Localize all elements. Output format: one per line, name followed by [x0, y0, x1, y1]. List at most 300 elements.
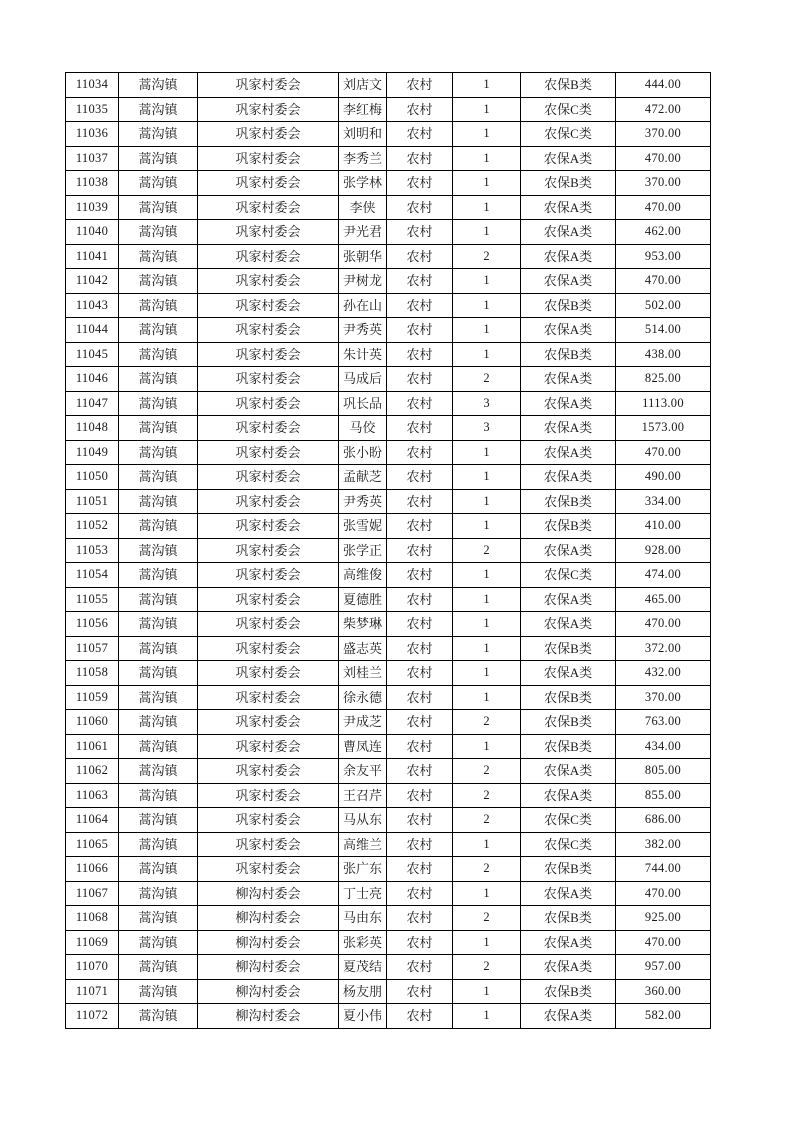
cell-household-type: 农村 [387, 342, 453, 367]
table-row [66, 636, 711, 661]
cell-town: 蒿沟镇 [119, 416, 198, 441]
cell-person-count: 2 [453, 759, 521, 784]
table-row [66, 440, 711, 465]
cell-person-name: 丁士亮 [339, 881, 387, 906]
cell-person-name: 张雪妮 [339, 514, 387, 539]
cell-serial-number: 11057 [66, 636, 119, 661]
cell-insurance-category: 农保B类 [521, 293, 616, 318]
cell-person-name: 夏小伟 [339, 1004, 387, 1029]
cell-household-type: 农村 [387, 538, 453, 563]
cell-amount: 470.00 [616, 146, 711, 171]
cell-household-type: 农村 [387, 146, 453, 171]
cell-household-type: 农村 [387, 220, 453, 245]
cell-village-committee: 巩家村委会 [198, 171, 339, 196]
table-row [66, 930, 711, 955]
cell-insurance-category: 农保A类 [521, 146, 616, 171]
cell-household-type: 农村 [387, 759, 453, 784]
cell-person-name: 张学林 [339, 171, 387, 196]
cell-insurance-category: 农保A类 [521, 538, 616, 563]
cell-amount: 470.00 [616, 881, 711, 906]
cell-person-count: 1 [453, 832, 521, 857]
cell-person-name: 张朝华 [339, 244, 387, 269]
cell-person-name: 盛志英 [339, 636, 387, 661]
cell-insurance-category: 农保A类 [521, 612, 616, 637]
cell-amount: 957.00 [616, 955, 711, 980]
table-row [66, 587, 711, 612]
cell-serial-number: 11069 [66, 930, 119, 955]
cell-amount: 925.00 [616, 906, 711, 931]
cell-person-name: 孙在山 [339, 293, 387, 318]
cell-amount: 470.00 [616, 930, 711, 955]
cell-insurance-category: 农保A类 [521, 391, 616, 416]
cell-village-committee: 巩家村委会 [198, 710, 339, 735]
cell-town: 蒿沟镇 [119, 440, 198, 465]
cell-town: 蒿沟镇 [119, 783, 198, 808]
cell-amount: 744.00 [616, 857, 711, 882]
cell-amount: 370.00 [616, 122, 711, 147]
cell-insurance-category: 农保B类 [521, 73, 616, 98]
table-row [66, 759, 711, 784]
cell-serial-number: 11051 [66, 489, 119, 514]
cell-village-committee: 柳沟村委会 [198, 906, 339, 931]
cell-serial-number: 11067 [66, 881, 119, 906]
cell-insurance-category: 农保C类 [521, 122, 616, 147]
cell-insurance-category: 农保B类 [521, 710, 616, 735]
cell-insurance-category: 农保B类 [521, 857, 616, 882]
cell-household-type: 农村 [387, 563, 453, 588]
cell-household-type: 农村 [387, 171, 453, 196]
cell-person-count: 1 [453, 661, 521, 686]
cell-serial-number: 11055 [66, 587, 119, 612]
cell-person-count: 1 [453, 97, 521, 122]
cell-serial-number: 11059 [66, 685, 119, 710]
cell-household-type: 农村 [387, 465, 453, 490]
cell-town: 蒿沟镇 [119, 906, 198, 931]
cell-serial-number: 11034 [66, 73, 119, 98]
cell-household-type: 农村 [387, 195, 453, 220]
table-row [66, 97, 711, 122]
table-row [66, 955, 711, 980]
cell-person-name: 高维兰 [339, 832, 387, 857]
cell-serial-number: 11054 [66, 563, 119, 588]
cell-person-name: 孟献芝 [339, 465, 387, 490]
cell-person-count: 1 [453, 342, 521, 367]
cell-amount: 805.00 [616, 759, 711, 784]
cell-person-count: 1 [453, 465, 521, 490]
cell-amount: 444.00 [616, 73, 711, 98]
cell-town: 蒿沟镇 [119, 244, 198, 269]
cell-person-name: 尹树龙 [339, 269, 387, 294]
cell-amount: 763.00 [616, 710, 711, 735]
cell-insurance-category: 农保C类 [521, 832, 616, 857]
cell-person-count: 2 [453, 857, 521, 882]
cell-household-type: 农村 [387, 440, 453, 465]
cell-serial-number: 11047 [66, 391, 119, 416]
cell-town: 蒿沟镇 [119, 685, 198, 710]
cell-household-type: 农村 [387, 269, 453, 294]
cell-household-type: 农村 [387, 955, 453, 980]
cell-person-count: 1 [453, 122, 521, 147]
cell-town: 蒿沟镇 [119, 587, 198, 612]
cell-insurance-category: 农保A类 [521, 881, 616, 906]
cell-person-name: 余友平 [339, 759, 387, 784]
cell-person-count: 2 [453, 906, 521, 931]
cell-person-count: 1 [453, 146, 521, 171]
cell-person-count: 2 [453, 955, 521, 980]
cell-person-count: 2 [453, 710, 521, 735]
cell-town: 蒿沟镇 [119, 955, 198, 980]
cell-serial-number: 11058 [66, 661, 119, 686]
cell-person-count: 1 [453, 73, 521, 98]
cell-person-count: 1 [453, 171, 521, 196]
table-row [66, 122, 711, 147]
cell-town: 蒿沟镇 [119, 881, 198, 906]
cell-village-committee: 柳沟村委会 [198, 955, 339, 980]
cell-village-committee: 巩家村委会 [198, 122, 339, 147]
cell-household-type: 农村 [387, 661, 453, 686]
cell-person-count: 2 [453, 244, 521, 269]
cell-household-type: 农村 [387, 367, 453, 392]
cell-amount: 360.00 [616, 979, 711, 1004]
cell-village-committee: 柳沟村委会 [198, 881, 339, 906]
cell-village-committee: 巩家村委会 [198, 416, 339, 441]
table-row [66, 612, 711, 637]
cell-person-name: 夏茂结 [339, 955, 387, 980]
cell-town: 蒿沟镇 [119, 832, 198, 857]
cell-village-committee: 巩家村委会 [198, 514, 339, 539]
cell-household-type: 农村 [387, 73, 453, 98]
cell-town: 蒿沟镇 [119, 220, 198, 245]
cell-person-name: 刘明和 [339, 122, 387, 147]
cell-person-name: 马成后 [339, 367, 387, 392]
cell-household-type: 农村 [387, 416, 453, 441]
cell-person-count: 1 [453, 685, 521, 710]
cell-person-name: 张小盼 [339, 440, 387, 465]
cell-insurance-category: 农保A类 [521, 416, 616, 441]
cell-serial-number: 11053 [66, 538, 119, 563]
table-row [66, 416, 711, 441]
cell-town: 蒿沟镇 [119, 146, 198, 171]
cell-insurance-category: 农保B类 [521, 489, 616, 514]
cell-person-count: 3 [453, 416, 521, 441]
cell-town: 蒿沟镇 [119, 489, 198, 514]
cell-insurance-category: 农保A类 [521, 220, 616, 245]
cell-town: 蒿沟镇 [119, 1004, 198, 1029]
cell-person-count: 1 [453, 514, 521, 539]
table-row [66, 489, 711, 514]
cell-insurance-category: 农保A类 [521, 661, 616, 686]
cell-insurance-category: 农保B类 [521, 685, 616, 710]
cell-village-committee: 柳沟村委会 [198, 930, 339, 955]
cell-household-type: 农村 [387, 244, 453, 269]
cell-serial-number: 11046 [66, 367, 119, 392]
table-row [66, 783, 711, 808]
cell-household-type: 农村 [387, 318, 453, 343]
cell-amount: 470.00 [616, 612, 711, 637]
cell-serial-number: 11070 [66, 955, 119, 980]
table-body [66, 73, 711, 1029]
table-row [66, 710, 711, 735]
cell-person-name: 李红梅 [339, 97, 387, 122]
table-row [66, 661, 711, 686]
table-row [66, 906, 711, 931]
cell-amount: 438.00 [616, 342, 711, 367]
table-row [66, 220, 711, 245]
cell-household-type: 农村 [387, 293, 453, 318]
cell-town: 蒿沟镇 [119, 171, 198, 196]
cell-serial-number: 11062 [66, 759, 119, 784]
cell-person-name: 马从东 [339, 808, 387, 833]
cell-amount: 334.00 [616, 489, 711, 514]
cell-amount: 474.00 [616, 563, 711, 588]
cell-household-type: 农村 [387, 391, 453, 416]
cell-person-count: 1 [453, 612, 521, 637]
cell-amount: 410.00 [616, 514, 711, 539]
cell-amount: 372.00 [616, 636, 711, 661]
cell-household-type: 农村 [387, 612, 453, 637]
cell-person-count: 2 [453, 783, 521, 808]
cell-serial-number: 11071 [66, 979, 119, 1004]
cell-amount: 825.00 [616, 367, 711, 392]
cell-person-count: 1 [453, 587, 521, 612]
cell-serial-number: 11063 [66, 783, 119, 808]
cell-household-type: 农村 [387, 685, 453, 710]
cell-amount: 582.00 [616, 1004, 711, 1029]
cell-serial-number: 11043 [66, 293, 119, 318]
cell-serial-number: 11049 [66, 440, 119, 465]
cell-household-type: 农村 [387, 1004, 453, 1029]
cell-village-committee: 柳沟村委会 [198, 979, 339, 1004]
cell-amount: 855.00 [616, 783, 711, 808]
cell-town: 蒿沟镇 [119, 73, 198, 98]
cell-insurance-category: 农保B类 [521, 171, 616, 196]
cell-village-committee: 巩家村委会 [198, 857, 339, 882]
cell-person-count: 1 [453, 930, 521, 955]
cell-village-committee: 巩家村委会 [198, 146, 339, 171]
cell-town: 蒿沟镇 [119, 538, 198, 563]
cell-serial-number: 11044 [66, 318, 119, 343]
cell-insurance-category: 农保B类 [521, 906, 616, 931]
table-row [66, 318, 711, 343]
cell-village-committee: 巩家村委会 [198, 342, 339, 367]
cell-town: 蒿沟镇 [119, 367, 198, 392]
cell-household-type: 农村 [387, 734, 453, 759]
table-row [66, 734, 711, 759]
cell-amount: 470.00 [616, 195, 711, 220]
cell-amount: 370.00 [616, 685, 711, 710]
table-row [66, 563, 711, 588]
cell-insurance-category: 农保C类 [521, 97, 616, 122]
table-row [66, 514, 711, 539]
table-row [66, 244, 711, 269]
cell-serial-number: 11037 [66, 146, 119, 171]
cell-village-committee: 巩家村委会 [198, 73, 339, 98]
cell-person-count: 1 [453, 318, 521, 343]
cell-village-committee: 巩家村委会 [198, 367, 339, 392]
cell-person-count: 1 [453, 734, 521, 759]
table-row [66, 979, 711, 1004]
table-row [66, 171, 711, 196]
cell-person-count: 1 [453, 881, 521, 906]
table-row [66, 832, 711, 857]
cell-town: 蒿沟镇 [119, 612, 198, 637]
table-row [66, 342, 711, 367]
cell-insurance-category: 农保B类 [521, 734, 616, 759]
cell-insurance-category: 农保A类 [521, 587, 616, 612]
cell-insurance-category: 农保A类 [521, 1004, 616, 1029]
cell-insurance-category: 农保A类 [521, 440, 616, 465]
cell-town: 蒿沟镇 [119, 318, 198, 343]
cell-person-name: 尹光君 [339, 220, 387, 245]
cell-amount: 1113.00 [616, 391, 711, 416]
cell-town: 蒿沟镇 [119, 857, 198, 882]
cell-amount: 465.00 [616, 587, 711, 612]
cell-town: 蒿沟镇 [119, 759, 198, 784]
cell-person-name: 李秀兰 [339, 146, 387, 171]
table-row [66, 367, 711, 392]
cell-town: 蒿沟镇 [119, 734, 198, 759]
cell-amount: 470.00 [616, 440, 711, 465]
cell-amount: 472.00 [616, 97, 711, 122]
table-row [66, 465, 711, 490]
cell-village-committee: 巩家村委会 [198, 661, 339, 686]
cell-town: 蒿沟镇 [119, 979, 198, 1004]
cell-town: 蒿沟镇 [119, 122, 198, 147]
cell-town: 蒿沟镇 [119, 195, 198, 220]
cell-village-committee: 巩家村委会 [198, 465, 339, 490]
cell-village-committee: 巩家村委会 [198, 832, 339, 857]
cell-town: 蒿沟镇 [119, 465, 198, 490]
table-row [66, 73, 711, 98]
cell-village-committee: 巩家村委会 [198, 440, 339, 465]
cell-person-count: 2 [453, 808, 521, 833]
cell-serial-number: 11038 [66, 171, 119, 196]
insurance-roster-table [65, 72, 711, 1029]
table-row [66, 195, 711, 220]
cell-household-type: 农村 [387, 832, 453, 857]
cell-village-committee: 巩家村委会 [198, 269, 339, 294]
table-row [66, 685, 711, 710]
cell-household-type: 农村 [387, 514, 453, 539]
cell-person-name: 杨友朋 [339, 979, 387, 1004]
cell-amount: 382.00 [616, 832, 711, 857]
cell-insurance-category: 农保B类 [521, 342, 616, 367]
cell-person-name: 张彩英 [339, 930, 387, 955]
cell-person-count: 1 [453, 1004, 521, 1029]
table-row [66, 146, 711, 171]
cell-serial-number: 11060 [66, 710, 119, 735]
cell-serial-number: 11050 [66, 465, 119, 490]
cell-insurance-category: 农保A类 [521, 244, 616, 269]
cell-amount: 462.00 [616, 220, 711, 245]
cell-serial-number: 11066 [66, 857, 119, 882]
cell-town: 蒿沟镇 [119, 269, 198, 294]
cell-household-type: 农村 [387, 808, 453, 833]
cell-person-name: 李侠 [339, 195, 387, 220]
cell-amount: 434.00 [616, 734, 711, 759]
cell-person-count: 1 [453, 220, 521, 245]
cell-insurance-category: 农保A类 [521, 269, 616, 294]
cell-person-count: 1 [453, 563, 521, 588]
cell-village-committee: 巩家村委会 [198, 636, 339, 661]
cell-person-count: 3 [453, 391, 521, 416]
cell-person-count: 1 [453, 195, 521, 220]
cell-village-committee: 巩家村委会 [198, 734, 339, 759]
cell-person-name: 朱计英 [339, 342, 387, 367]
cell-household-type: 农村 [387, 489, 453, 514]
cell-household-type: 农村 [387, 857, 453, 882]
cell-insurance-category: 农保A类 [521, 783, 616, 808]
cell-village-committee: 巩家村委会 [198, 318, 339, 343]
cell-serial-number: 11072 [66, 1004, 119, 1029]
cell-person-name: 尹秀英 [339, 318, 387, 343]
cell-person-name: 张广东 [339, 857, 387, 882]
cell-village-committee: 巩家村委会 [198, 244, 339, 269]
cell-person-name: 柴梦琳 [339, 612, 387, 637]
cell-amount: 370.00 [616, 171, 711, 196]
table-row [66, 1004, 711, 1029]
cell-town: 蒿沟镇 [119, 293, 198, 318]
cell-household-type: 农村 [387, 636, 453, 661]
cell-serial-number: 11065 [66, 832, 119, 857]
table-row [66, 881, 711, 906]
cell-village-committee: 巩家村委会 [198, 783, 339, 808]
cell-serial-number: 11056 [66, 612, 119, 637]
cell-serial-number: 11048 [66, 416, 119, 441]
cell-village-committee: 巩家村委会 [198, 587, 339, 612]
cell-village-committee: 柳沟村委会 [198, 1004, 339, 1029]
cell-town: 蒿沟镇 [119, 514, 198, 539]
cell-town: 蒿沟镇 [119, 342, 198, 367]
cell-insurance-category: 农保A类 [521, 930, 616, 955]
cell-household-type: 农村 [387, 979, 453, 1004]
cell-insurance-category: 农保C类 [521, 808, 616, 833]
cell-person-count: 1 [453, 979, 521, 1004]
cell-amount: 432.00 [616, 661, 711, 686]
cell-insurance-category: 农保B类 [521, 979, 616, 1004]
cell-person-name: 张学正 [339, 538, 387, 563]
table-row [66, 269, 711, 294]
cell-insurance-category: 农保A类 [521, 367, 616, 392]
cell-serial-number: 11061 [66, 734, 119, 759]
cell-serial-number: 11045 [66, 342, 119, 367]
cell-insurance-category: 农保A类 [521, 318, 616, 343]
cell-amount: 470.00 [616, 269, 711, 294]
cell-household-type: 农村 [387, 783, 453, 808]
cell-insurance-category: 农保B类 [521, 636, 616, 661]
cell-person-name: 王召芹 [339, 783, 387, 808]
cell-village-committee: 巩家村委会 [198, 759, 339, 784]
cell-serial-number: 11035 [66, 97, 119, 122]
cell-amount: 502.00 [616, 293, 711, 318]
cell-amount: 490.00 [616, 465, 711, 490]
cell-household-type: 农村 [387, 930, 453, 955]
cell-serial-number: 11041 [66, 244, 119, 269]
table-row [66, 391, 711, 416]
cell-village-committee: 巩家村委会 [198, 195, 339, 220]
cell-person-count: 1 [453, 440, 521, 465]
cell-person-count: 1 [453, 489, 521, 514]
cell-person-name: 尹成芝 [339, 710, 387, 735]
cell-serial-number: 11064 [66, 808, 119, 833]
cell-person-count: 2 [453, 367, 521, 392]
cell-person-count: 1 [453, 269, 521, 294]
cell-village-committee: 巩家村委会 [198, 391, 339, 416]
cell-village-committee: 巩家村委会 [198, 612, 339, 637]
cell-serial-number: 11039 [66, 195, 119, 220]
cell-town: 蒿沟镇 [119, 97, 198, 122]
table-row [66, 808, 711, 833]
